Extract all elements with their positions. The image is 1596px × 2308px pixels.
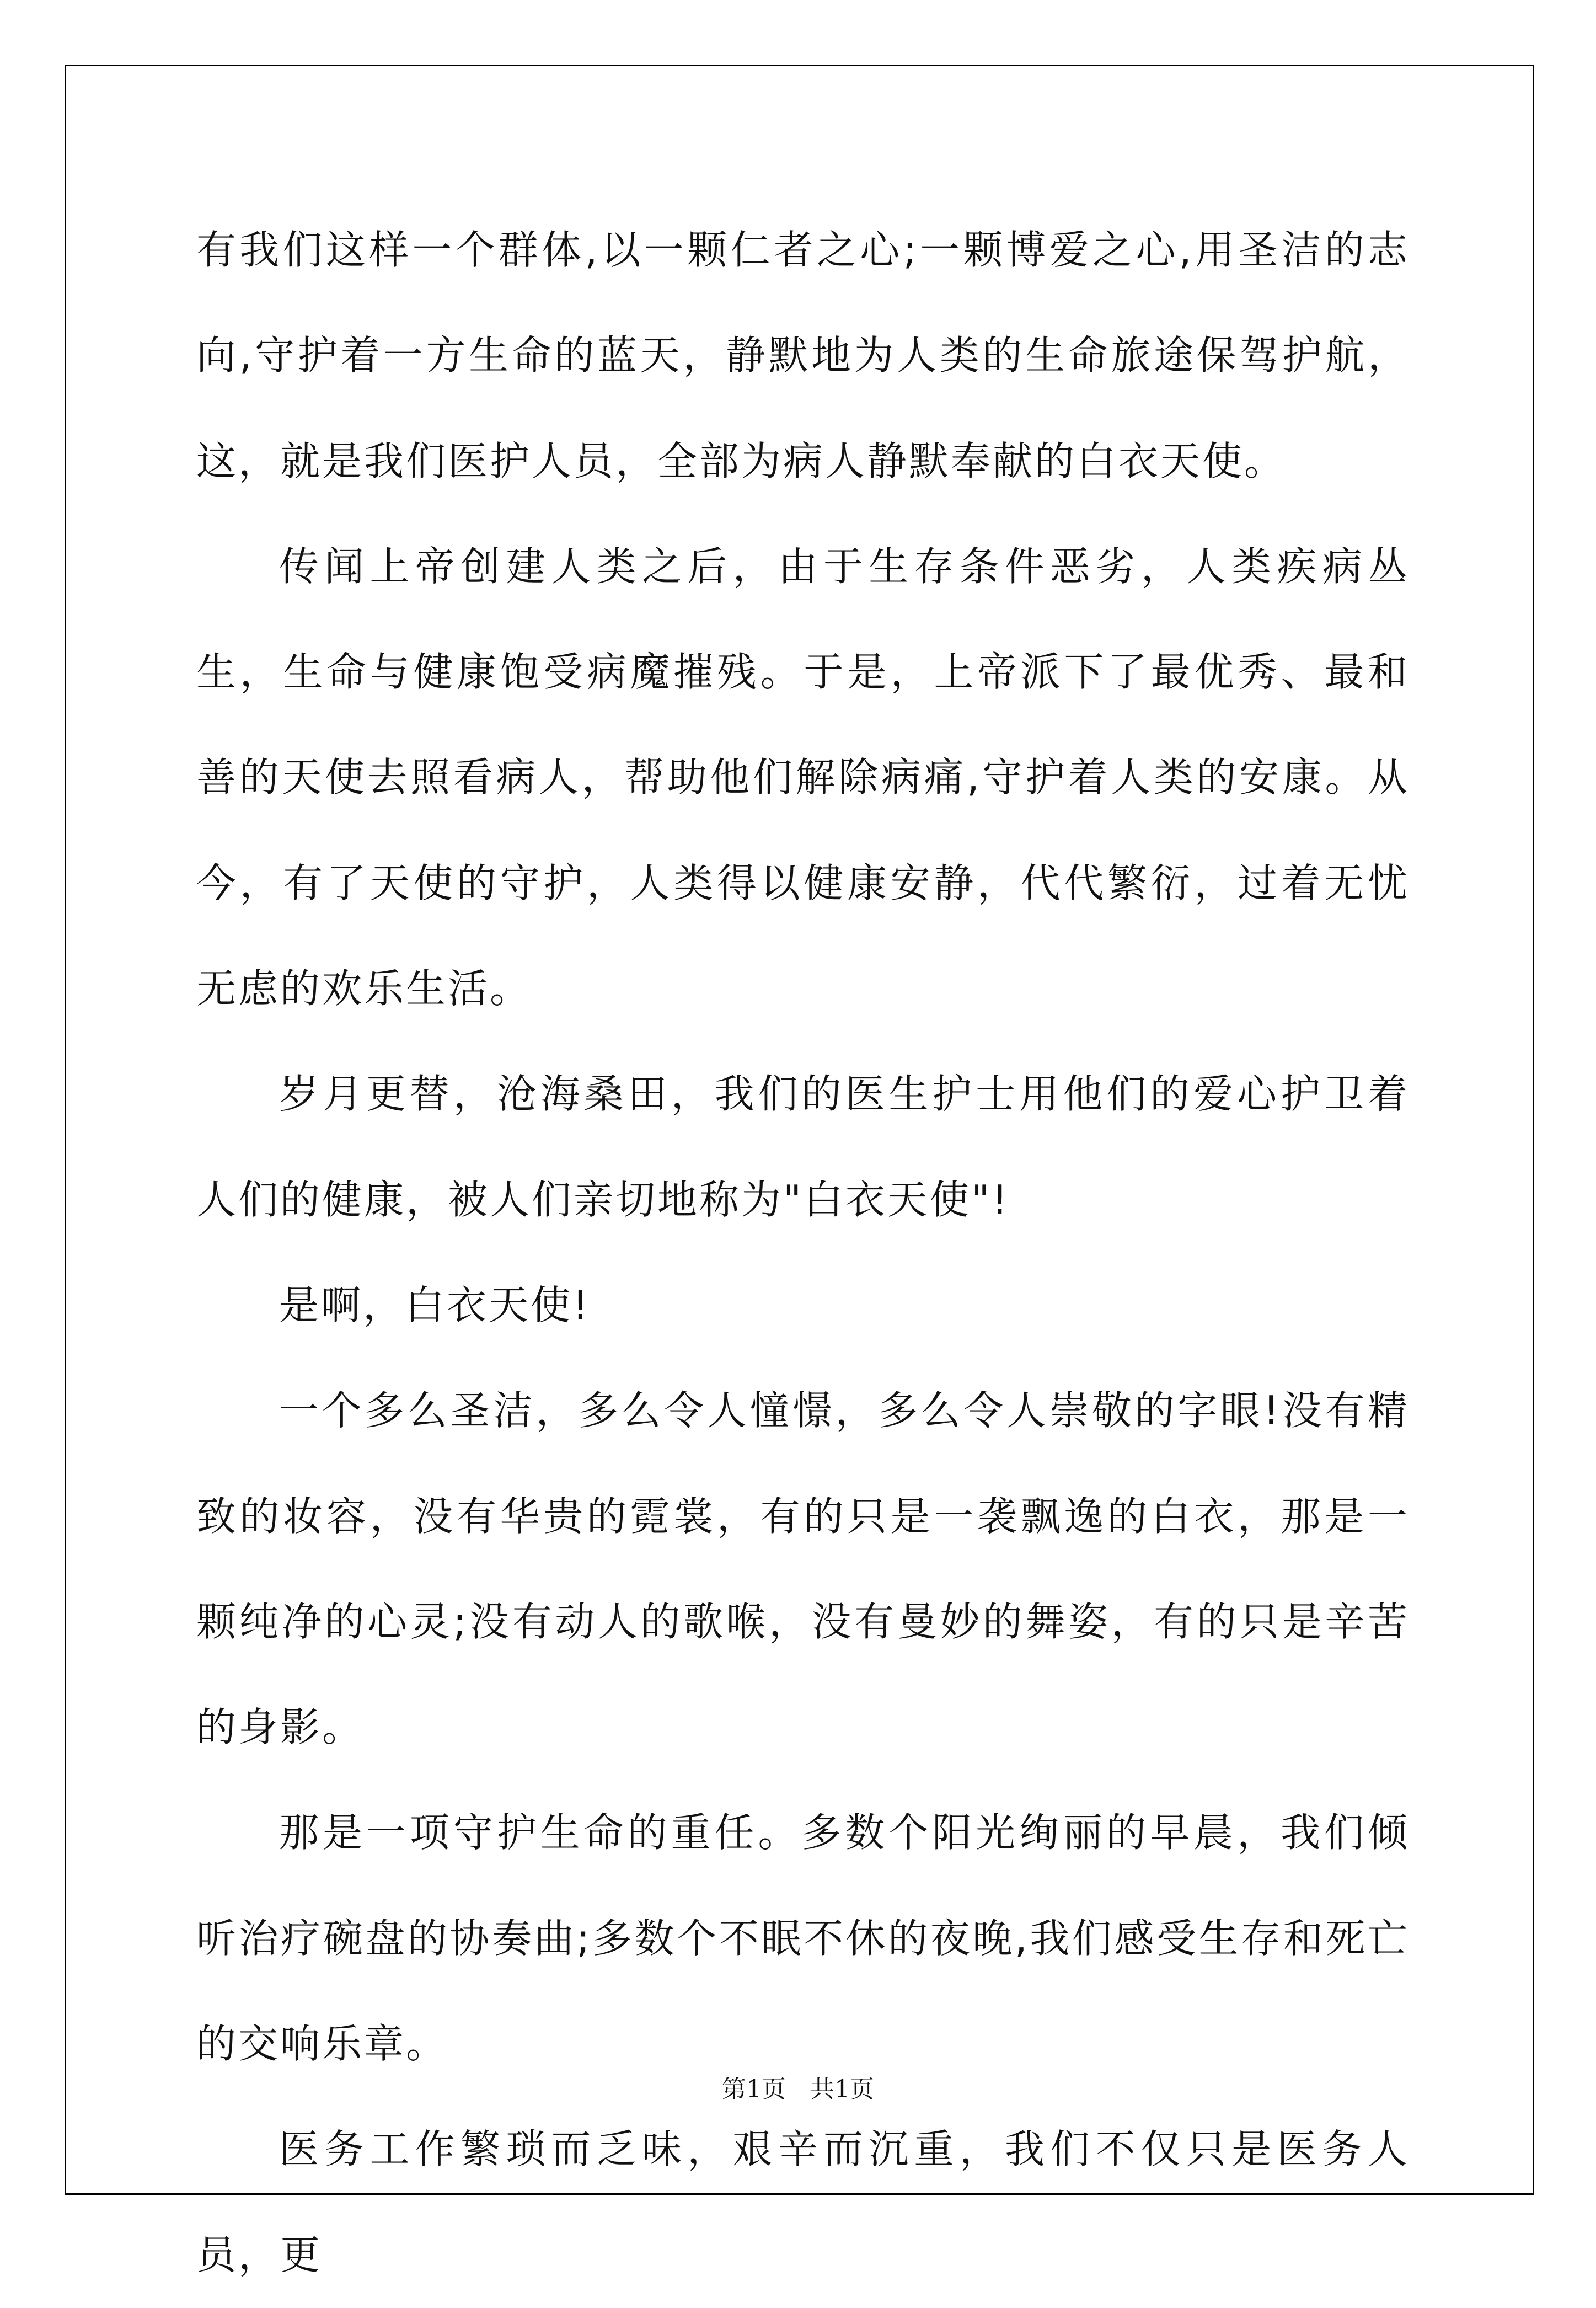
paragraph: 是啊，白衣天使!	[279, 1281, 591, 1328]
paragraph: 岁月更替，沧海桑田，我们的医生护士用他们的爱心护卫着人们的健康，被人们亲切地称为"白衣天使"!	[196, 1071, 1410, 1223]
page-number-current: 第1页	[722, 2075, 786, 2103]
page-footer	[0, 2073, 1596, 2106]
paragraph: 那是一项守护生命的重任。多数个阳光绚丽的早晨，我们倾听治疗碗盘的协奏曲;多数个不眠不休的夜晚,我们感受生存和死亡的交响乐章。	[196, 1809, 1410, 2067]
paragraph: 传闻上帝创建人类之后，由于生存条件恶劣，人类疾病丛生，生命与健康饱受病魔摧残。于是，上帝派下了最优秀、最和善的天使去照看病人，帮助他们解除病痛,守护着人类的安康。从今，有了天使的守护，人类得以健康安静，代代繁衍，过着无忧无虑的欢乐生活。	[196, 543, 1410, 1012]
paragraph: 医务工作繁琐而乏味，艰辛而沉重，我们不仅只是医务人员，更	[196, 2126, 1410, 2278]
document-body	[196, 197, 1410, 2308]
paragraph: 一个多么圣洁，多么令人憧憬，多么令人崇敬的字眼!没有精致的妆容，没有华贵的霓裳，有的只是一袭飘逸的白衣，那是一颗纯净的心灵;没有动人的歌喉，没有曼妙的舞姿，有的只是辛苦的身影。	[196, 1387, 1410, 1751]
paragraph: 有我们这样一个群体,以一颗仁者之心;一颗博爱之心,用圣洁的志向,守护着一方生命的蓝天，静默地为人类的生命旅途保驾护航，这，就是我们医护人员，全部为病人静默奉献的白衣天使。	[196, 227, 1410, 484]
page-number-total: 共1页	[810, 2075, 874, 2103]
